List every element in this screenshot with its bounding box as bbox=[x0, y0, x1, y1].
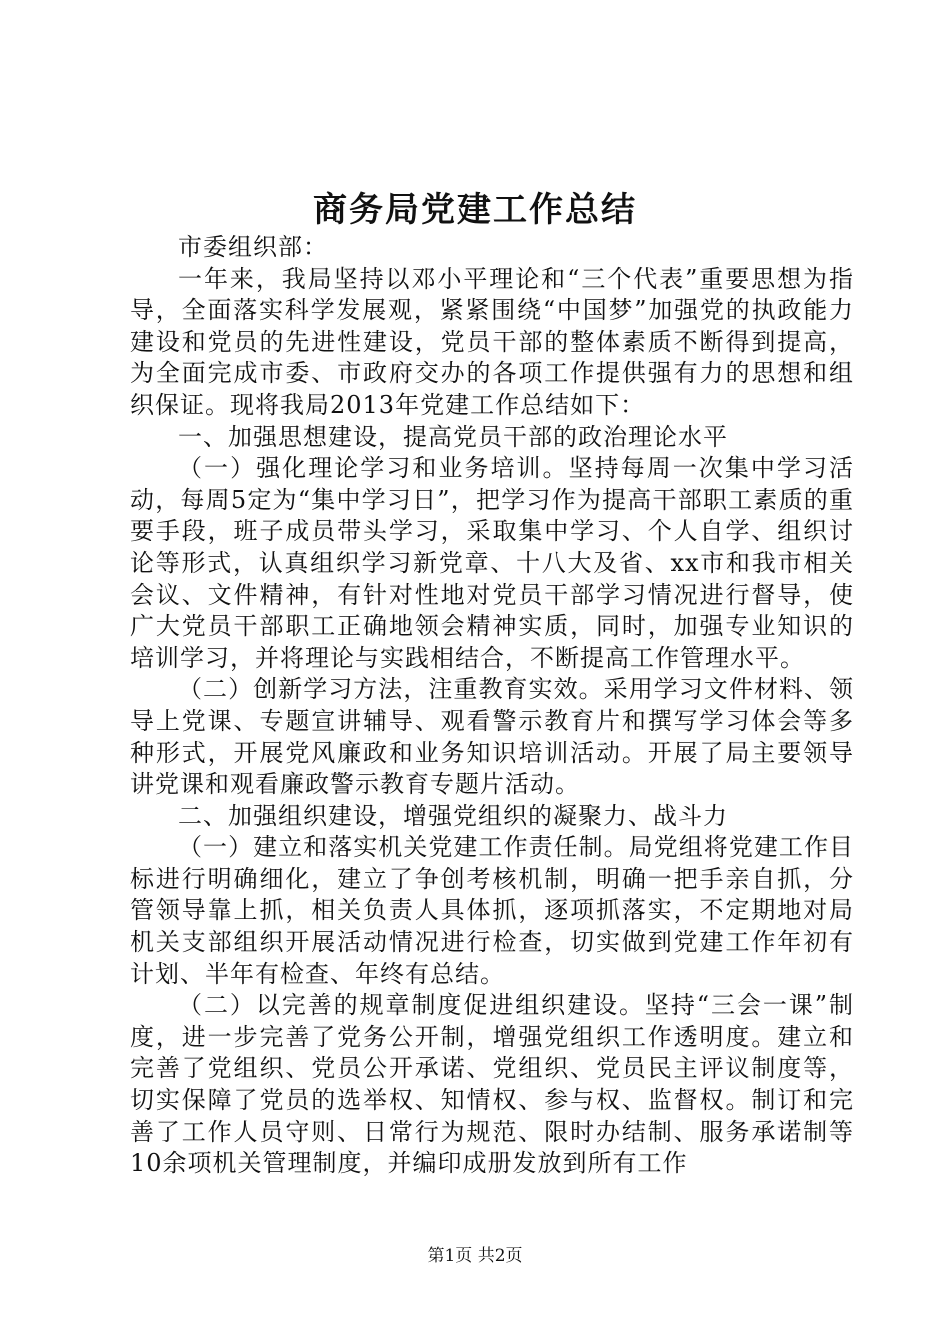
document-body bbox=[130, 232, 854, 1180]
document-title: 商务局党建工作总结 bbox=[313, 190, 637, 230]
paragraph-1-2: （二）创新学习方法，注重教育实效。采用学习文件材料、领导上党课、专题宣讲辅导、观看警示教育片和撰写学习体会等多种形式，开展党风廉政和业务知识培训活动。开展了局主要领导讲党课和观看廉政警示教育专题片活动。 bbox=[130, 675, 854, 799]
paragraph-intro: 一年来，我局坚持以邓小平理论和“三个代表”重要思想为指导，全面落实科学发展观，紧紧围绕“中国梦”加强党的执政能力建设和党员的先进性建设，党员干部的整体素质不断得到提高，为全面完成市委、市政府交办的各项工作提供强有力的思想和组织保证。现将我局2013年党建工作总结如下： bbox=[130, 264, 854, 419]
salutation: 市委组织部： bbox=[178, 233, 328, 261]
section-heading-1: 一、加强思想建设，提高党员干部的政治理论水平 bbox=[178, 422, 728, 451]
section-heading-2: 二、加强组织建设，增强党组织的凝聚力、战斗力 bbox=[178, 801, 728, 830]
paragraph-1-1: （一）强化理论学习和业务培训。坚持每周一次集中学习活动，每周5定为“集中学习日”，把学习作为提高干部职工素质的重要手段，班子成员带头学习，采取集中学习、个人自学、组织讨论等形式，认真组织学习新党章、十八大及省、xx市和我市相关会议、文件精神，有针对性地对党员干部学习情况进行督导，使广大党员干部职工正确地领会精神实质，同时，加强专业知识的培训学习，并将理论与实践相结合，不断提高工作管理水平。 bbox=[130, 454, 854, 672]
paragraph-2-2: （二）以完善的规章制度促进组织建设。坚持“三会一课”制度，进一步完善了党务公开制，增强党组织工作透明度。建立和完善了党组织、党员公开承诺、党组织、党员民主评议制度等，切实保障了党员的选举权、知情权、参与权、监督权。制订和完善了工作人员守则、日常行为规范、限时办结制、服务承诺制等10余项机关管理制度，并编印成册发放到所有工作 bbox=[130, 991, 854, 1178]
page-number: 第1页 共2页 bbox=[427, 1246, 523, 1266]
paragraph-2-1: （一）建立和落实机关党建工作责任制。局党组将党建工作目标进行明确细化，建立了争创考核机制，明确一把手亲自抓，分管领导靠上抓，相关负责人具体抓，逐项抓落实，不定期地对局机关支部组织开展活动情况进行检查，切实做到党建工作年初有计划、半年有检查、年终有总结。 bbox=[130, 833, 854, 988]
